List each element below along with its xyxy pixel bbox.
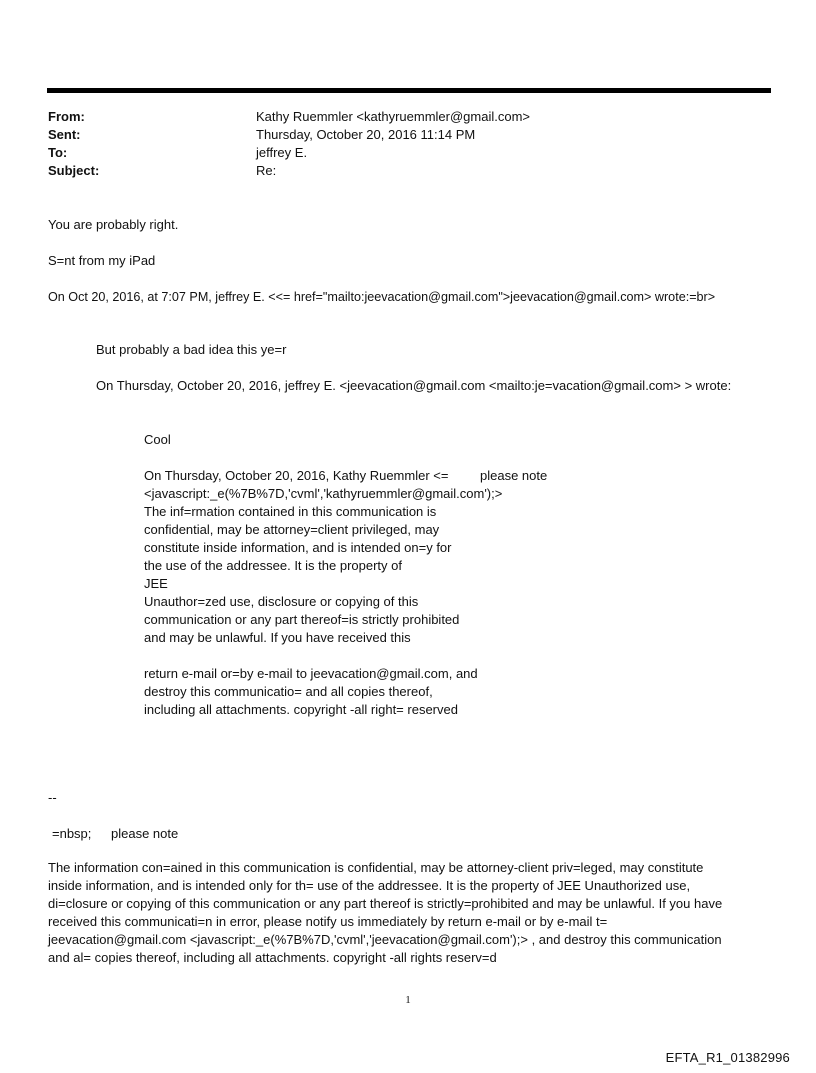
sent-value: Thursday, October 20, 2016 11:14 PM — [256, 127, 476, 142]
nested-quote-line: confidential, may be attorney=client privileged, may — [144, 522, 440, 537]
nested-quote-line: the use of the addressee. It is the property of — [144, 558, 402, 573]
from-label: From: — [48, 109, 85, 124]
subject-value: Re: — [256, 163, 277, 178]
signature-separator: -- — [48, 790, 57, 805]
disclaimer-paragraph — [48, 859, 768, 967]
disclaimer-line: di=closure or copying of this communication or any part thereof is strictly=prohibited and may be unlawful. If you have — [48, 896, 723, 911]
disclaimer-line: inside information, and is intended only for th= use of the addressee. It is the property of JEE Unauthorized use, — [48, 878, 691, 893]
subject-row — [48, 162, 530, 180]
sent-label: Sent: — [48, 127, 81, 142]
page-number: 1 — [405, 994, 411, 1006]
from-value: Kathy Ruemmler <kathyruemmler@gmail.com> — [256, 109, 531, 124]
nested-quote-line: and may be unlawful. If you have received this — [144, 630, 411, 645]
nested-quote-line: destroy this communicatio= and all copies thereof, — [144, 684, 433, 699]
body-line: S=nt from my iPad — [48, 253, 156, 268]
quote-line: But probably a bad idea this ye=r — [96, 342, 287, 357]
subject-label: Subject: — [48, 163, 100, 178]
to-row — [48, 144, 530, 162]
disclaimer-line: The information con=ained in this communication is confidential, may be attorney-client priv=leged, may constitute — [48, 860, 704, 875]
nested-quote-line: including all attachments. copyright -all right= reserved — [144, 702, 458, 717]
email-header — [48, 108, 530, 180]
body-line: You are probably right. — [48, 217, 179, 232]
signature-line: please note — [111, 826, 179, 841]
sent-row — [48, 126, 530, 144]
bates-number: EFTA_R1_01382996 — [665, 1050, 790, 1065]
nested-quote-line: JEE — [144, 576, 168, 591]
nested-quote-line: The inf=rmation contained in this communication is — [144, 504, 437, 519]
to-label: To: — [48, 145, 68, 160]
nested-quote-line: please note — [480, 468, 548, 483]
nested-quote-line: Unauthor=zed use, disclosure or copying of this — [144, 594, 419, 609]
nested-quote-line: <javascript:_e(%7B%7D,'cvml','kathyruemmler@gmail.com');> — [144, 486, 503, 501]
disclaimer-line: received this communicati=n in error, please notify us immediately by return e-mail or by e-mail t= — [48, 914, 608, 929]
nested-quote-line: Cool — [144, 432, 171, 447]
disclaimer-line: and al= copies thereof, including all attachments. copyright -all rights reserv=d — [48, 950, 497, 965]
nested-quote-line: communication or any part thereof=is strictly prohibited — [144, 612, 460, 627]
quote-line: On Thursday, October 20, 2016, jeffrey E. <jeevacation@gmail.com <mailto:je=vacation@gmail.com> > wrote: — [96, 378, 732, 393]
from-row — [48, 108, 530, 126]
nested-quote-line: return e-mail or=by e-mail to jeevacation@gmail.com, and — [144, 666, 478, 681]
to-value: jeffrey E. — [256, 145, 308, 160]
nested-quote-line: On Thursday, October 20, 2016, Kathy Ruemmler <= — [144, 468, 449, 483]
nested-quote-line: constitute inside information, and is intended on=y for — [144, 540, 452, 555]
body-line: On Oct 20, 2016, at 7:07 PM, jeffrey E. <<= href="mailto:jeevacation@gmail.com">jeevacation@gmail.com> wrote:=br> — [48, 290, 716, 304]
disclaimer-line: jeevacation@gmail.com <javascript:_e(%7B%7D,'cvml','jeevacation@gmail.com');> , and destroy this communication — [48, 932, 722, 947]
header-rule — [47, 88, 771, 93]
signature-line: =nbsp; — [52, 826, 92, 841]
